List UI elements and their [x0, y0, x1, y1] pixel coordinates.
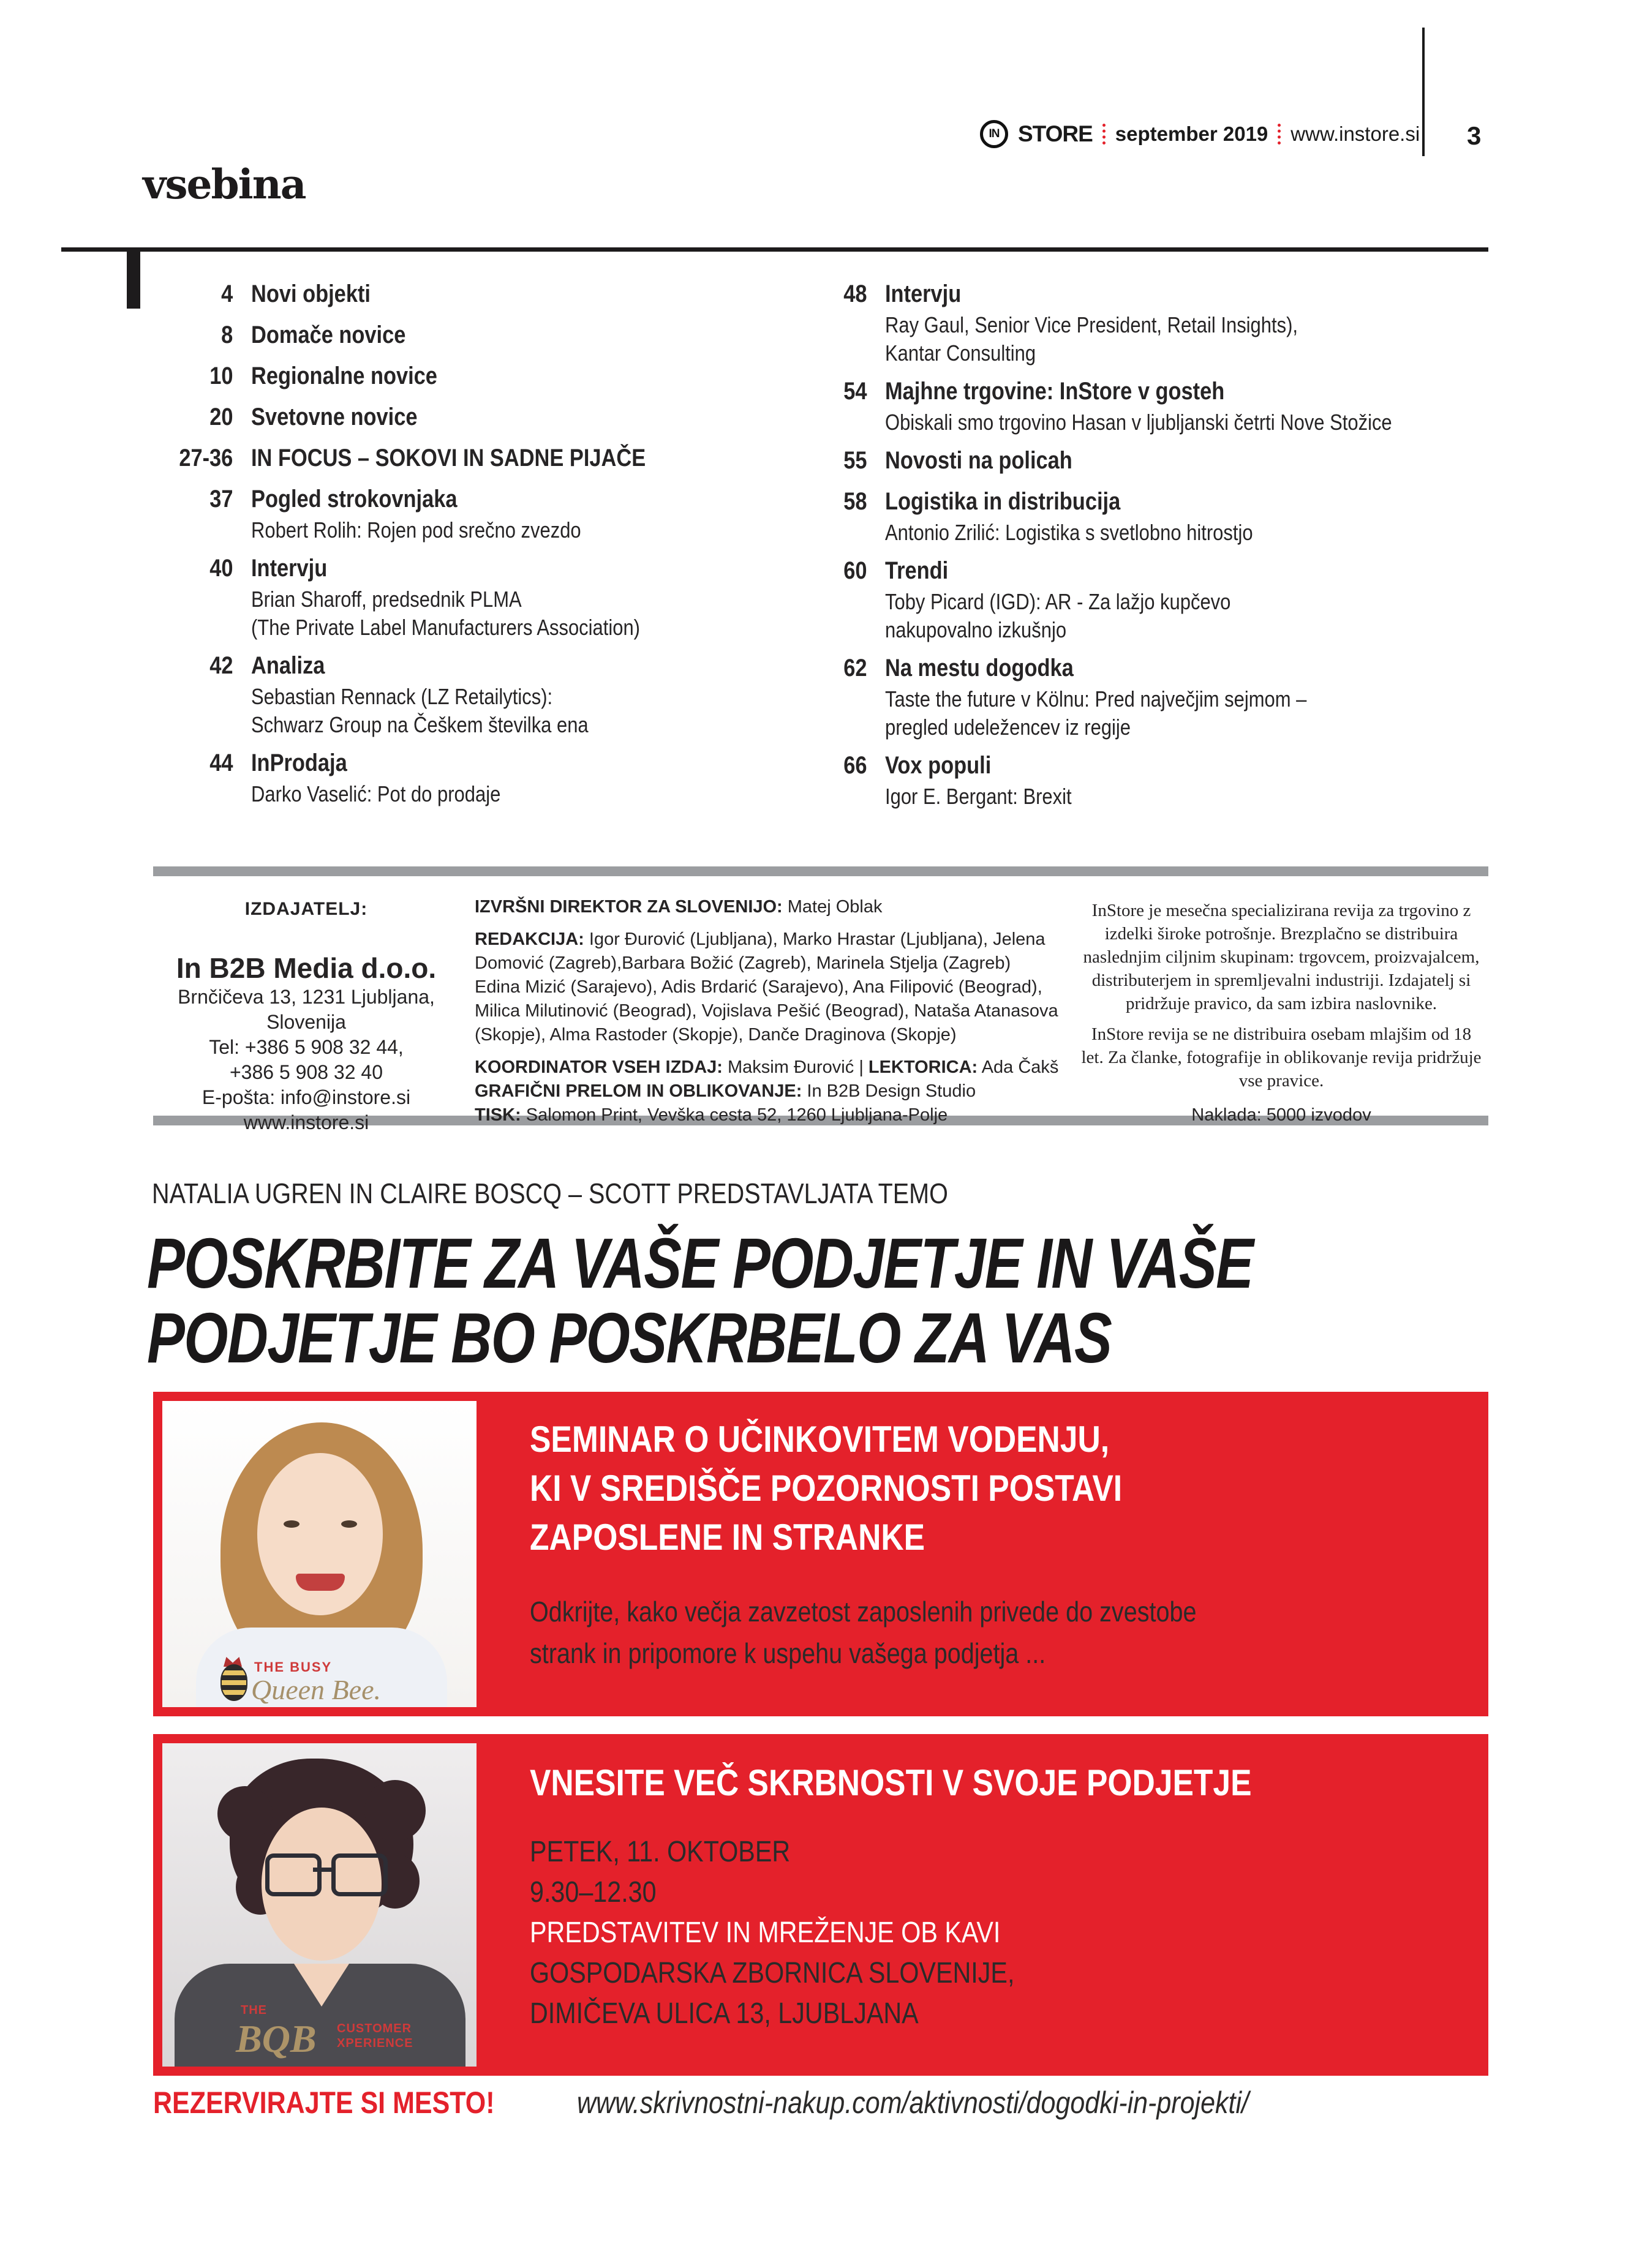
- toc-item: [104, 551, 766, 642]
- toc-item: [104, 482, 766, 544]
- page-number: 3: [1467, 121, 1482, 150]
- eye-illustration: [284, 1520, 300, 1528]
- publisher-address-line: Brnčičeva 13, 1231 Ljubljana,: [178, 986, 435, 1008]
- toc-item: [738, 554, 1510, 644]
- queen-bee-logo-script: Queen Bee.: [251, 1674, 381, 1705]
- toc-entry-title: Novosti na policah: [885, 447, 1072, 474]
- website-link[interactable]: www.instore.si: [1290, 122, 1420, 145]
- imprint-staff: [475, 895, 1060, 1127]
- toc-entry-subtitle: Ray Gaul, Senior Vice President, Retail Insights),: [885, 312, 1298, 337]
- toc-page-number: 40: [209, 555, 233, 582]
- contents-title: vsebina: [143, 160, 306, 208]
- about-distribution: InStore je mesečna specializirana revija za trgovino z izdelki široke potrošnje. Brezplačno se distribuira naslednjim ciljnim skupinam: trgovcem, proizvajalcem, distributerjem in spremljevalni industriji. Izdajatelj si pridržuje pravico, da sam izbira naslovnike.: [1083, 901, 1480, 1013]
- hair-curl: [217, 1786, 273, 1841]
- seminar-banner-2: [153, 1734, 1488, 2076]
- toc-entry-subtitle: Antonio Zrilić: Logistika s svetlobno hitrostjo: [885, 520, 1253, 545]
- toc-entry-subtitle: Kantar Consulting: [885, 340, 1036, 366]
- toc-page-number: 62: [843, 655, 867, 682]
- issue-date: september 2019: [1115, 122, 1268, 145]
- face-illustration: [257, 1453, 383, 1615]
- glasses-bridge: [313, 1868, 331, 1872]
- hair-curl: [364, 1780, 426, 1841]
- toc-page-number: 42: [209, 652, 233, 679]
- toc-entry-title: Majhne trgovine: InStore v gosteh: [885, 378, 1225, 405]
- publisher-website[interactable]: www.instore.si: [243, 1111, 369, 1133]
- toc-item: [104, 359, 766, 393]
- toc-item: [104, 441, 766, 475]
- reserve-cta: REZERVIRAJTE SI MESTO!: [153, 2086, 495, 2120]
- toc-item: [104, 648, 766, 739]
- toc-item: [104, 746, 766, 808]
- staff-editorial: REDAKCIJA: Igor Đurović (Ljubljana), Marko Hrastar (Ljubljana), Jelena Domović (Zagreb),Barbara Božić (Zagreb), Marinela Stjelja (Zagreb) Edina Mizić (Sarajevo), Adis Brdarić (Sarajevo), Ana Filipović (Beograd), Milica Milutinović (Beograd), Vojislava Pešić (Beograd), Nataša Atanasova (Skopje), Alma Rastoder (Skopje), Danče Draginova (Skopje): [475, 929, 1058, 1045]
- event-time: 9.30–12.30: [530, 1876, 657, 1909]
- publisher-phone-line: +386 5 908 32 40: [229, 1061, 383, 1083]
- toc-entry-title: Regionalne novice: [251, 362, 437, 389]
- glasses-icon: [331, 1853, 388, 1896]
- portrait-natalia-ugren: [162, 1743, 477, 2067]
- title-rule: [61, 247, 1488, 252]
- bqb-logo-script: BQB: [236, 2017, 317, 2060]
- toc-item: [738, 443, 1510, 478]
- imprint-top-bar: [153, 866, 1488, 876]
- toc-entry-subtitle: Toby Picard (IGD): AR - Za lažjo kupčevo: [885, 589, 1231, 614]
- toc-entry-subtitle: Schwarz Group na Češkem številka ena: [251, 712, 589, 737]
- event-venue: GOSPODARSKA ZBORNICA SLOVENIJE,: [530, 1957, 1015, 1989]
- toc-entry-title: IN FOCUS – SOKOVI IN SADNE PIJAČE: [251, 445, 646, 471]
- toc-page-number: 44: [209, 749, 233, 776]
- instore-logo-icon: IN: [980, 120, 1008, 148]
- imprint-publisher: [156, 899, 456, 1135]
- toc-entry-title: Logistika in distribucija: [885, 488, 1121, 515]
- toc-page-number: 60: [843, 557, 867, 584]
- event-date: PETEK, 11. OKTOBER: [530, 1836, 791, 1868]
- bqb-logo-subtitle: CUSTOMER XPERIENCE: [337, 2022, 413, 2050]
- publisher-phone-line: Tel: +386 5 908 32 44,: [209, 1036, 404, 1058]
- bqb-logo-the: THE: [241, 2003, 267, 2017]
- staff-print: TISK: Salomon Print, Vevška cesta 52, 1260 Ljubljana-Polje: [475, 1105, 948, 1125]
- magazine-name: STORE: [1018, 121, 1093, 146]
- banner1-title-line: ZAPOSLENE IN STRANKE: [530, 1517, 925, 1558]
- toc-page-number: 10: [209, 362, 233, 389]
- header-divider: [1422, 28, 1425, 156]
- toc-entry-title: Domače novice: [251, 321, 406, 348]
- event-address: DIMIČEVA ULICA 13, LJUBLJANA: [530, 1997, 919, 2030]
- banner1-body-line: Odkrijte, kako večja zavzetost zaposlenih privede do zvestobe: [530, 1596, 1197, 1628]
- imprint-about: [1079, 899, 1483, 1127]
- toc-page-number: 20: [209, 404, 233, 430]
- reservation-url[interactable]: www.skrivnostni-nakup.com/aktivnosti/dogodki-in-projekti/: [577, 2086, 1249, 2120]
- queen-bee-logo-top: THE BUSY: [254, 1659, 333, 1675]
- toc-entry-title: Vox populi: [885, 752, 992, 779]
- toc-column-left: [104, 277, 766, 815]
- toc-entry-title: Intervju: [251, 555, 328, 582]
- toc-entry-title: Svetovne novice: [251, 404, 418, 430]
- toc-item: [104, 400, 766, 434]
- toc-item: [104, 318, 766, 352]
- dotted-separator-icon: [1102, 124, 1106, 145]
- toc-entry-subtitle: Igor E. Bergant: Brexit: [885, 784, 1072, 809]
- staff-design: GRAFIČNI PRELOM IN OBLIKOVANJE: In B2B Design Studio: [475, 1081, 976, 1101]
- banner1-title: [530, 1415, 1219, 1562]
- toc-item: [738, 374, 1510, 437]
- toc-column-right: [738, 277, 1510, 817]
- toc-page-number: 48: [843, 280, 867, 307]
- banner2-title: VNESITE VEČ SKRBNOSTI V SVOJE PODJETJE: [530, 1762, 1252, 1803]
- toc-entry-subtitle: Taste the future v Kölnu: Pred največjim sejmom –: [885, 686, 1307, 712]
- toc-entry-subtitle: Darko Vaselić: Pot do prodaje: [251, 781, 501, 806]
- toc-entry-title: Pogled strokovnjaka: [251, 486, 458, 513]
- reservation-footer: [153, 2085, 1358, 2120]
- toc-entry-subtitle: pregled udeležencev iz regije: [885, 715, 1131, 740]
- toc-page-number: 58: [843, 488, 867, 515]
- banner1-title-line: SEMINAR O UČINKOVITEM VODENJU,: [530, 1419, 1110, 1460]
- headline-line: PODJETJE BO POSKRBELO ZA VAS: [147, 1298, 1112, 1378]
- publisher-name: In B2B Media d.o.o.: [176, 952, 437, 984]
- circulation: Naklada: 5000 izvodov: [1191, 1105, 1371, 1125]
- toc-item: [738, 748, 1510, 811]
- toc-entry-title: Intervju: [885, 280, 962, 307]
- toc-entry-title: Analiza: [251, 652, 325, 679]
- event-format: PREDSTAVITEV IN MREŽENJE OB KAVI: [530, 1917, 1001, 1949]
- toc-page-number: 66: [843, 752, 867, 779]
- banner1-body-line: strank in pripomore k uspehu vašega podjetja ...: [530, 1637, 1046, 1669]
- dotted-separator-icon: [1278, 124, 1281, 145]
- toc-item: [738, 277, 1510, 367]
- feature-headline: [147, 1223, 1529, 1378]
- staff-director: IZVRŠNI DIREKTOR ZA SLOVENIJO: Matej Oblak: [475, 897, 883, 917]
- toc-item: [104, 277, 766, 311]
- toc-item: [738, 651, 1510, 742]
- toc-page-number: 8: [220, 321, 233, 348]
- banner1-body: [530, 1591, 1305, 1674]
- banner1-title-line: KI V SREDIŠČE POZORNOSTI POSTAVI: [530, 1468, 1123, 1509]
- eye-illustration: [341, 1520, 357, 1528]
- toc-entry-subtitle: Sebastian Rennack (LZ Retailytics):: [251, 684, 553, 709]
- publisher-label: IZDAJATELJ:: [244, 899, 368, 919]
- toc-entry-subtitle: Obiskali smo trgovino Hasan v ljubljanski četrti Nove Stožice: [885, 410, 1392, 435]
- headline-line: POSKRBITE ZA VAŠE PODJETJE IN VAŠE: [147, 1223, 1253, 1303]
- toc-page-number: 37: [209, 486, 233, 513]
- smile-illustration: [296, 1574, 345, 1591]
- toc-entry-title: Na mestu dogodka: [885, 655, 1074, 682]
- glasses-icon: [265, 1853, 322, 1896]
- toc-entry-title: Trendi: [885, 557, 949, 584]
- bee-icon: [220, 1664, 247, 1701]
- toc-entry-title: Novi objekti: [251, 280, 371, 307]
- page-header: [980, 120, 1420, 148]
- toc-entry-subtitle: Robert Rolih: Rojen pod srečno zvezdo: [251, 517, 581, 543]
- toc-page-number: 4: [220, 280, 233, 307]
- about-rights: InStore revija se ne distribuira osebam mlajšim od 18 let. Za članke, fotografije in oblikovanje revija pridržuje vse pravice.: [1081, 1024, 1482, 1091]
- feature-kicker: NATALIA UGREN IN CLAIRE BOSCQ – SCOTT PREDSTAVLJATA TEMO: [152, 1177, 948, 1209]
- toc-page-number: 55: [843, 447, 867, 474]
- toc-entry-title: InProdaja: [251, 749, 347, 776]
- portrait-claire-boscq-scott: [162, 1401, 477, 1707]
- toc-entry-subtitle: nakupovalno izkušnjo: [885, 617, 1067, 642]
- toc-page-number: 27-36: [179, 445, 233, 471]
- seminar-banner-1: [153, 1392, 1488, 1716]
- toc-entry-subtitle: Brian Sharoff, predsednik PLMA: [251, 587, 522, 612]
- toc-entry-subtitle: (The Private Label Manufacturers Association): [251, 615, 640, 640]
- publisher-email[interactable]: E-pošta: info@instore.si: [202, 1086, 411, 1108]
- staff-coordinator: KOORDINATOR VSEH IZDAJ: Maksim Đurović | LEKTORICA: Ada Čakš: [475, 1057, 1059, 1077]
- toc-page-number: 54: [843, 378, 867, 405]
- toc-item: [738, 484, 1510, 547]
- banner2-details: [530, 1832, 1093, 2034]
- publisher-address-line: Slovenija: [266, 1011, 346, 1033]
